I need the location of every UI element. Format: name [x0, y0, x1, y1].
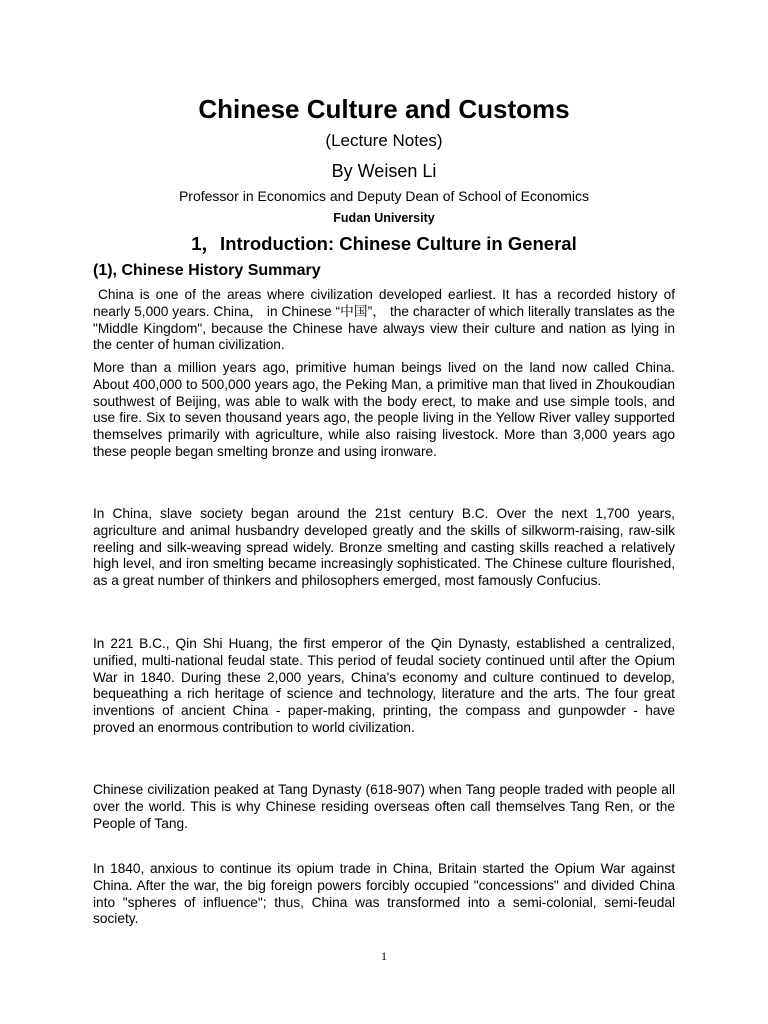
- section-heading: 1，Introduction: Chinese Culture in General: [191, 233, 577, 254]
- document-subtitle: (Lecture Notes): [325, 131, 443, 150]
- body-paragraph: In China, slave society began around the 21st century B.C. Over the next 1,700 years, agriculture and animal husbandry developed greatly and the skills of silkworm-raising, raw-silk reeling and silk-weaving spread widely. Bronze smelting and casting skills reached a relatively high level, and iron smelting became increasingly sophisticated. The Chinese culture flourished, as a great number of thinkers and philosophers emerged, most famously Confucius.: [93, 506, 675, 589]
- body-paragraph: In 1840, anxious to continue its opium trade in China, Britain started the Opium War against China. After the war, the big foreign powers forcibly occupied "concessions" and divided China into "spheres of influence"; thus, China was transformed into a semi-colonial, semi-feudal society.: [93, 861, 675, 927]
- page-number: 1: [381, 949, 387, 963]
- subsection-heading: (1), Chinese History Summary: [93, 262, 321, 279]
- body-paragraph: Chinese civilization peaked at Tang Dynasty (618-907) when Tang people traded with people all over the world. This is why Chinese residing overseas often call themselves Tang Ren, or the People of Tang.: [93, 782, 675, 831]
- body-paragraph: In 221 B.C., Qin Shi Huang, the first emperor of the Qin Dynasty, established a centralized, unified, multi-national feudal state. This period of feudal society continued until after the Opium War in 1840. During these 2,000 years, China's economy and culture continued to develop, bequeathing a rich heritage of science and technology, literature and the arts. The four great inventions of ancient China - paper-making, printing, the compass and gunpowder - have proved an enormous contribution to world civilization.: [93, 636, 675, 735]
- author-affiliation: Professor in Economics and Deputy Dean of School of Economics: [178, 188, 590, 204]
- document-author: By Weisen Li: [331, 161, 437, 181]
- body-paragraph: China is one of the areas where civilization developed earliest. It has a recorded history of nearly 5,000 years. China， in Chinese “中国”， the character of which literally translates as the "Middle Kingdom", because the Chinese have always view their culture and nation as lying in the center of human civilization.: [93, 287, 675, 353]
- document-title: Chinese Culture and Customs: [198, 94, 570, 124]
- university-name: Fudan University: [333, 211, 435, 225]
- document-page: [93, 0, 675, 1024]
- body-paragraph: More than a million years ago, primitive human beings lived on the land now called China. About 400,000 to 500,000 years ago, the Peking Man, a primitive man that lived in Zhoukoudian southwest of Beijing, was able to walk with the body erect, to make and use simple tools, and use fire. Six to seven thousand years ago, the people living in the Yellow River valley supported themselves primarily with agriculture, while also raising livestock. More than 3,000 years ago these people began smelting bronze and using ironware.: [93, 360, 675, 459]
